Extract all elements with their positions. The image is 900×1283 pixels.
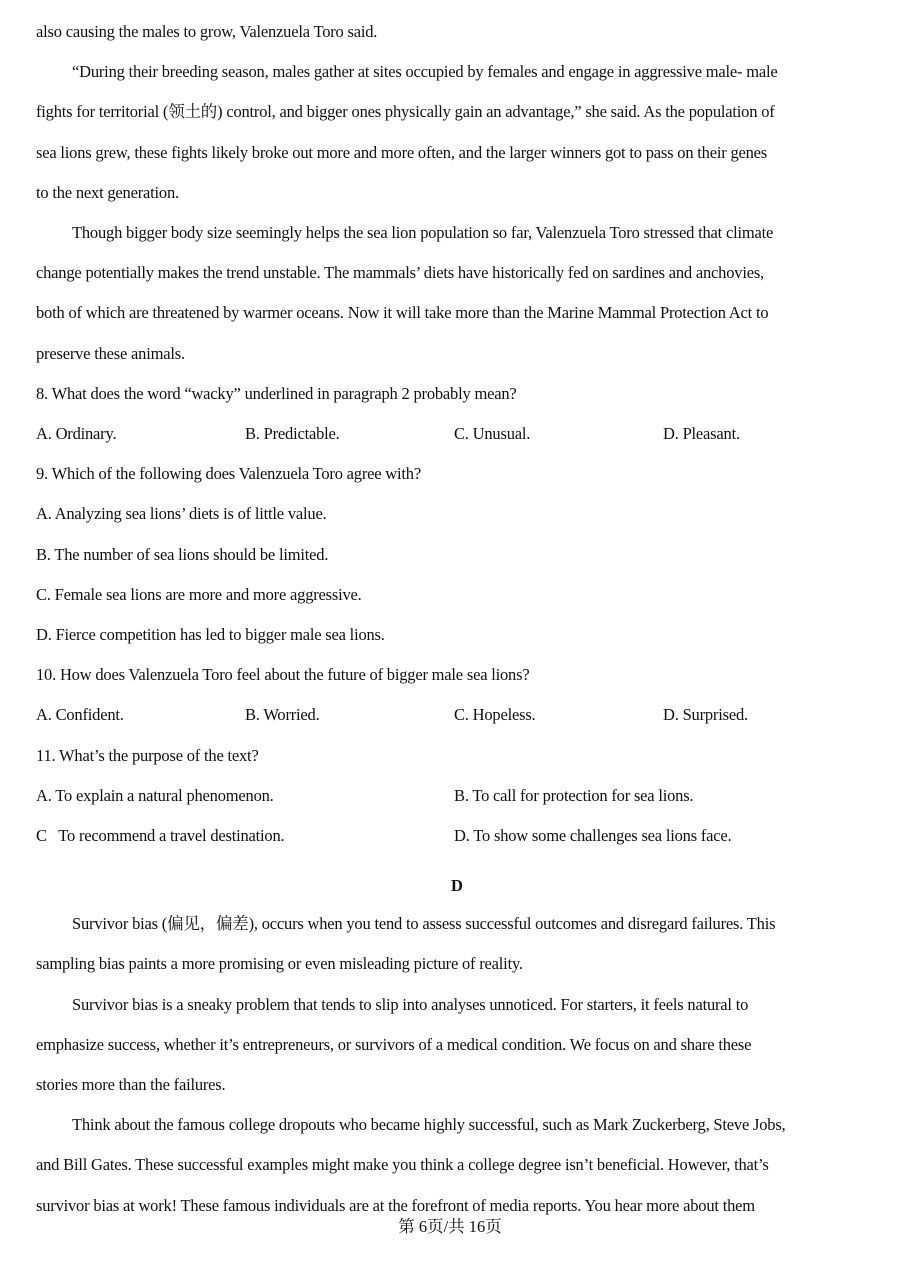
question-options	[36, 414, 878, 454]
question-stem: 11. What’s the purpose of the text?	[36, 745, 259, 765]
question-options	[36, 695, 878, 735]
section-heading: D	[451, 876, 463, 896]
option-b: B. To call for protection for sea lions.	[454, 785, 694, 805]
passage-line: “During their breeding season, males gather at sites occupied by females and engage in aggressive male- male	[72, 62, 778, 82]
option-c: C. Unusual.	[454, 424, 531, 444]
question-10	[36, 655, 878, 735]
option-b: B. Predictable.	[245, 424, 340, 444]
question-8	[36, 374, 878, 454]
question-stem: 9. Which of the following does Valenzuela Toro agree with?	[36, 464, 421, 484]
option-b: B. Worried.	[245, 705, 320, 725]
option-a: A. Confident.	[36, 705, 124, 725]
passage-d	[36, 904, 878, 1226]
option-c: C To recommend a travel destination.	[36, 826, 285, 846]
passage-line: both of which are threatened by warmer oceans. Now it will take more than the Marine Mammal Protection Act to	[36, 303, 769, 323]
passage-line: stories more than the failures.	[36, 1075, 226, 1095]
question-options	[36, 816, 878, 856]
passage-line: to the next generation.	[36, 182, 179, 202]
question-stem: 10. How does Valenzuela Toro feel about the future of bigger male sea lions?	[36, 665, 530, 685]
passage-line: sea lions grew, these fights likely broke out more and more often, and the larger winners got to pass on their genes	[36, 142, 768, 162]
question-9	[36, 454, 878, 655]
option-d: D. Pleasant.	[663, 424, 740, 444]
passage-line: Think about the famous college dropouts who became highly successful, such as Mark Zuckerberg, Steve Jobs,	[72, 1115, 786, 1135]
passage-line: fights for territorial (领土的) control, and bigger ones physically gain an advantage,” she said. As the population of	[36, 102, 775, 122]
page-number: 第 6页/共 16页	[398, 1217, 502, 1236]
passage-line: emphasize success, whether it’s entrepreneurs, or survivors of a medical condition. We focus on and share these	[36, 1034, 752, 1054]
option-d: D. To show some challenges sea lions face.	[454, 826, 732, 846]
passage-c-tail	[36, 12, 878, 374]
passage-line: preserve these animals.	[36, 343, 185, 363]
document-page	[36, 12, 878, 1226]
passage-line: Survivor bias is a sneaky problem that tends to slip into analyses unnoticed. For starters, it feels natural to	[72, 994, 749, 1014]
passage-line: Survivor bias (偏见，偏差), occurs when you tend to assess successful outcomes and disregard failures. This	[72, 914, 776, 934]
passage-line: change potentially makes the trend unstable. The mammals’ diets have historically fed on sardines and anchovies,	[36, 263, 764, 283]
option-c: C. Hopeless.	[454, 705, 536, 725]
option-d: D. Surprised.	[663, 705, 748, 725]
option-a: A. Analyzing sea lions’ diets is of little value.	[36, 504, 327, 524]
question-11	[36, 736, 878, 857]
passage-line: Though bigger body size seemingly helps the sea lion population so far, Valenzuela Toro stressed that climate	[72, 223, 774, 243]
option-d: D. Fierce competition has led to bigger male sea lions.	[36, 625, 385, 645]
passage-line: sampling bias paints a more promising or even misleading picture of reality.	[36, 954, 523, 974]
passage-line: survivor bias at work! These famous individuals are at the forefront of media reports. You hear more about them	[36, 1195, 755, 1215]
passage-line: also causing the males to grow, Valenzuela Toro said.	[36, 22, 378, 41]
question-stem: 8. What does the word “wacky” underlined in paragraph 2 probably mean?	[36, 383, 517, 403]
option-b: B. The number of sea lions should be limited.	[36, 544, 329, 564]
question-options	[36, 776, 878, 816]
option-a: A. To explain a natural phenomenon.	[36, 785, 274, 805]
option-c: C. Female sea lions are more and more aggressive.	[36, 584, 362, 604]
option-a: A. Ordinary.	[36, 424, 117, 444]
passage-line: and Bill Gates. These successful examples might make you think a college degree isn’t beneficial. However, that’s	[36, 1155, 769, 1175]
